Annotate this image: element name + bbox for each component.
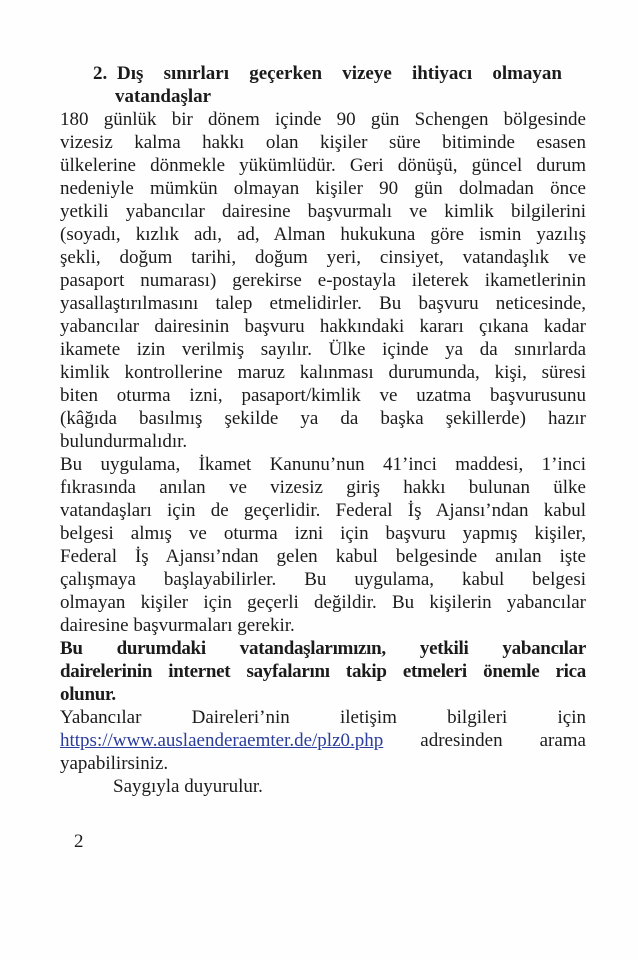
text-line: kimlik kontrollerine maruz kalınması durumunda, kişi, süresi	[60, 362, 586, 383]
text-line: ülkelerine dönmekle yükümlüdür. Geri dönüşü, güncel durum	[60, 155, 586, 176]
text-line: pasaport numarası) gerekirse e-postayla ileterek ikametlerinin	[60, 270, 586, 291]
text-line: şekli, doğum tarihi, doğum yeri, cinsiyet, vatandaşlık ve	[60, 247, 586, 268]
foreigners-office-url-link[interactable]: https://www.auslaenderaemter.de/plz0.php	[60, 730, 384, 751]
section-heading	[60, 62, 586, 85]
text-line: biten oturma izni, pasaport/kimlik ve uzatma başvurusunu	[60, 385, 586, 406]
text-line: dairesine başvurmaları gerekir.	[60, 615, 295, 636]
text-line: vizesiz kalma hakkı olan kişiler süre bitiminde esasen	[60, 132, 586, 153]
text-line: Federal İş Ajansı’ndan gelen kabul belgesinde anılan işte	[60, 546, 586, 567]
section-title-line1: Dış sınırları geçerken vizeye ihtiyacı olmayan	[117, 63, 562, 84]
text-line: yasallaştırılmasını talep etmelidirler. Bu başvuru neticesinde,	[60, 293, 586, 314]
text-line: yabancılar dairesinin başvuru hakkındaki kararı çıkana kadar	[60, 316, 586, 337]
page-number: 2	[74, 831, 84, 852]
text-line: olunur.	[60, 684, 116, 705]
text-line: yetkili yabancılar dairesine başvurmalı ve kimlik bilgilerini	[60, 201, 586, 222]
text-line: vatandaşları için de geçerlidir. Federal İş Ajansı’ndan kabul	[60, 500, 586, 521]
text-line: olmayan kişiler için geçerli değildir. Bu kişilerin yabancılar	[60, 592, 586, 613]
text-line: (soyadı, kızlık adı, ad, Alman hukukuna göre ismin yazılış	[60, 224, 586, 245]
text-line: yapabilirsiniz.	[60, 753, 169, 774]
text-line: Bu uygulama, İkamet Kanunu’nun 41’inci maddesi, 1’inci	[60, 454, 586, 475]
text-line: çalışmaya başlayabilirler. Bu uygulama, kabul belgesi	[60, 569, 586, 590]
paragraphs-container	[60, 108, 586, 798]
text-segment: adresinden arama	[383, 730, 586, 751]
paragraph	[60, 706, 586, 775]
text-line: bulundurmalıdır.	[60, 431, 188, 452]
text-line: Bu durumdaki vatandaşlarımızın, yetkili yabancılar	[60, 638, 586, 659]
text-line	[60, 729, 586, 752]
text-line: 180 günlük bir dönem içinde 90 gün Schengen bölgesinde	[60, 109, 586, 130]
section-title-line2: vatandaşlar	[115, 86, 212, 107]
text-line: Yabancılar Daireleri’nin iletişim bilgileri için	[60, 707, 586, 728]
text-line: belgesi almış ve oturma izni için başvuru yapmış kişiler,	[60, 523, 586, 544]
text-line: ikamete izin verilmiş sayılır. Ülke içinde ya da sınırlarda	[60, 339, 586, 360]
text-block	[60, 62, 586, 798]
text-line: Saygıyla duyurulur.	[113, 776, 263, 797]
text-line: (kâğıda basılmış şekilde ya da başka şekillerde) hazır	[60, 408, 586, 429]
paragraph	[60, 453, 586, 637]
paragraph	[60, 637, 586, 706]
text-line: fıkrasında anılan ve vizesiz giriş hakkı bulunan ülke	[60, 477, 586, 498]
paragraph	[60, 108, 586, 453]
section-number: 2.	[93, 63, 108, 84]
text-line: dairelerinin internet sayfalarını takip etmeleri önemle rica	[60, 661, 586, 682]
text-line: nedeniyle mümkün olmayan kişiler 90 gün dolmadan önce	[60, 178, 586, 199]
paragraph	[60, 775, 586, 798]
